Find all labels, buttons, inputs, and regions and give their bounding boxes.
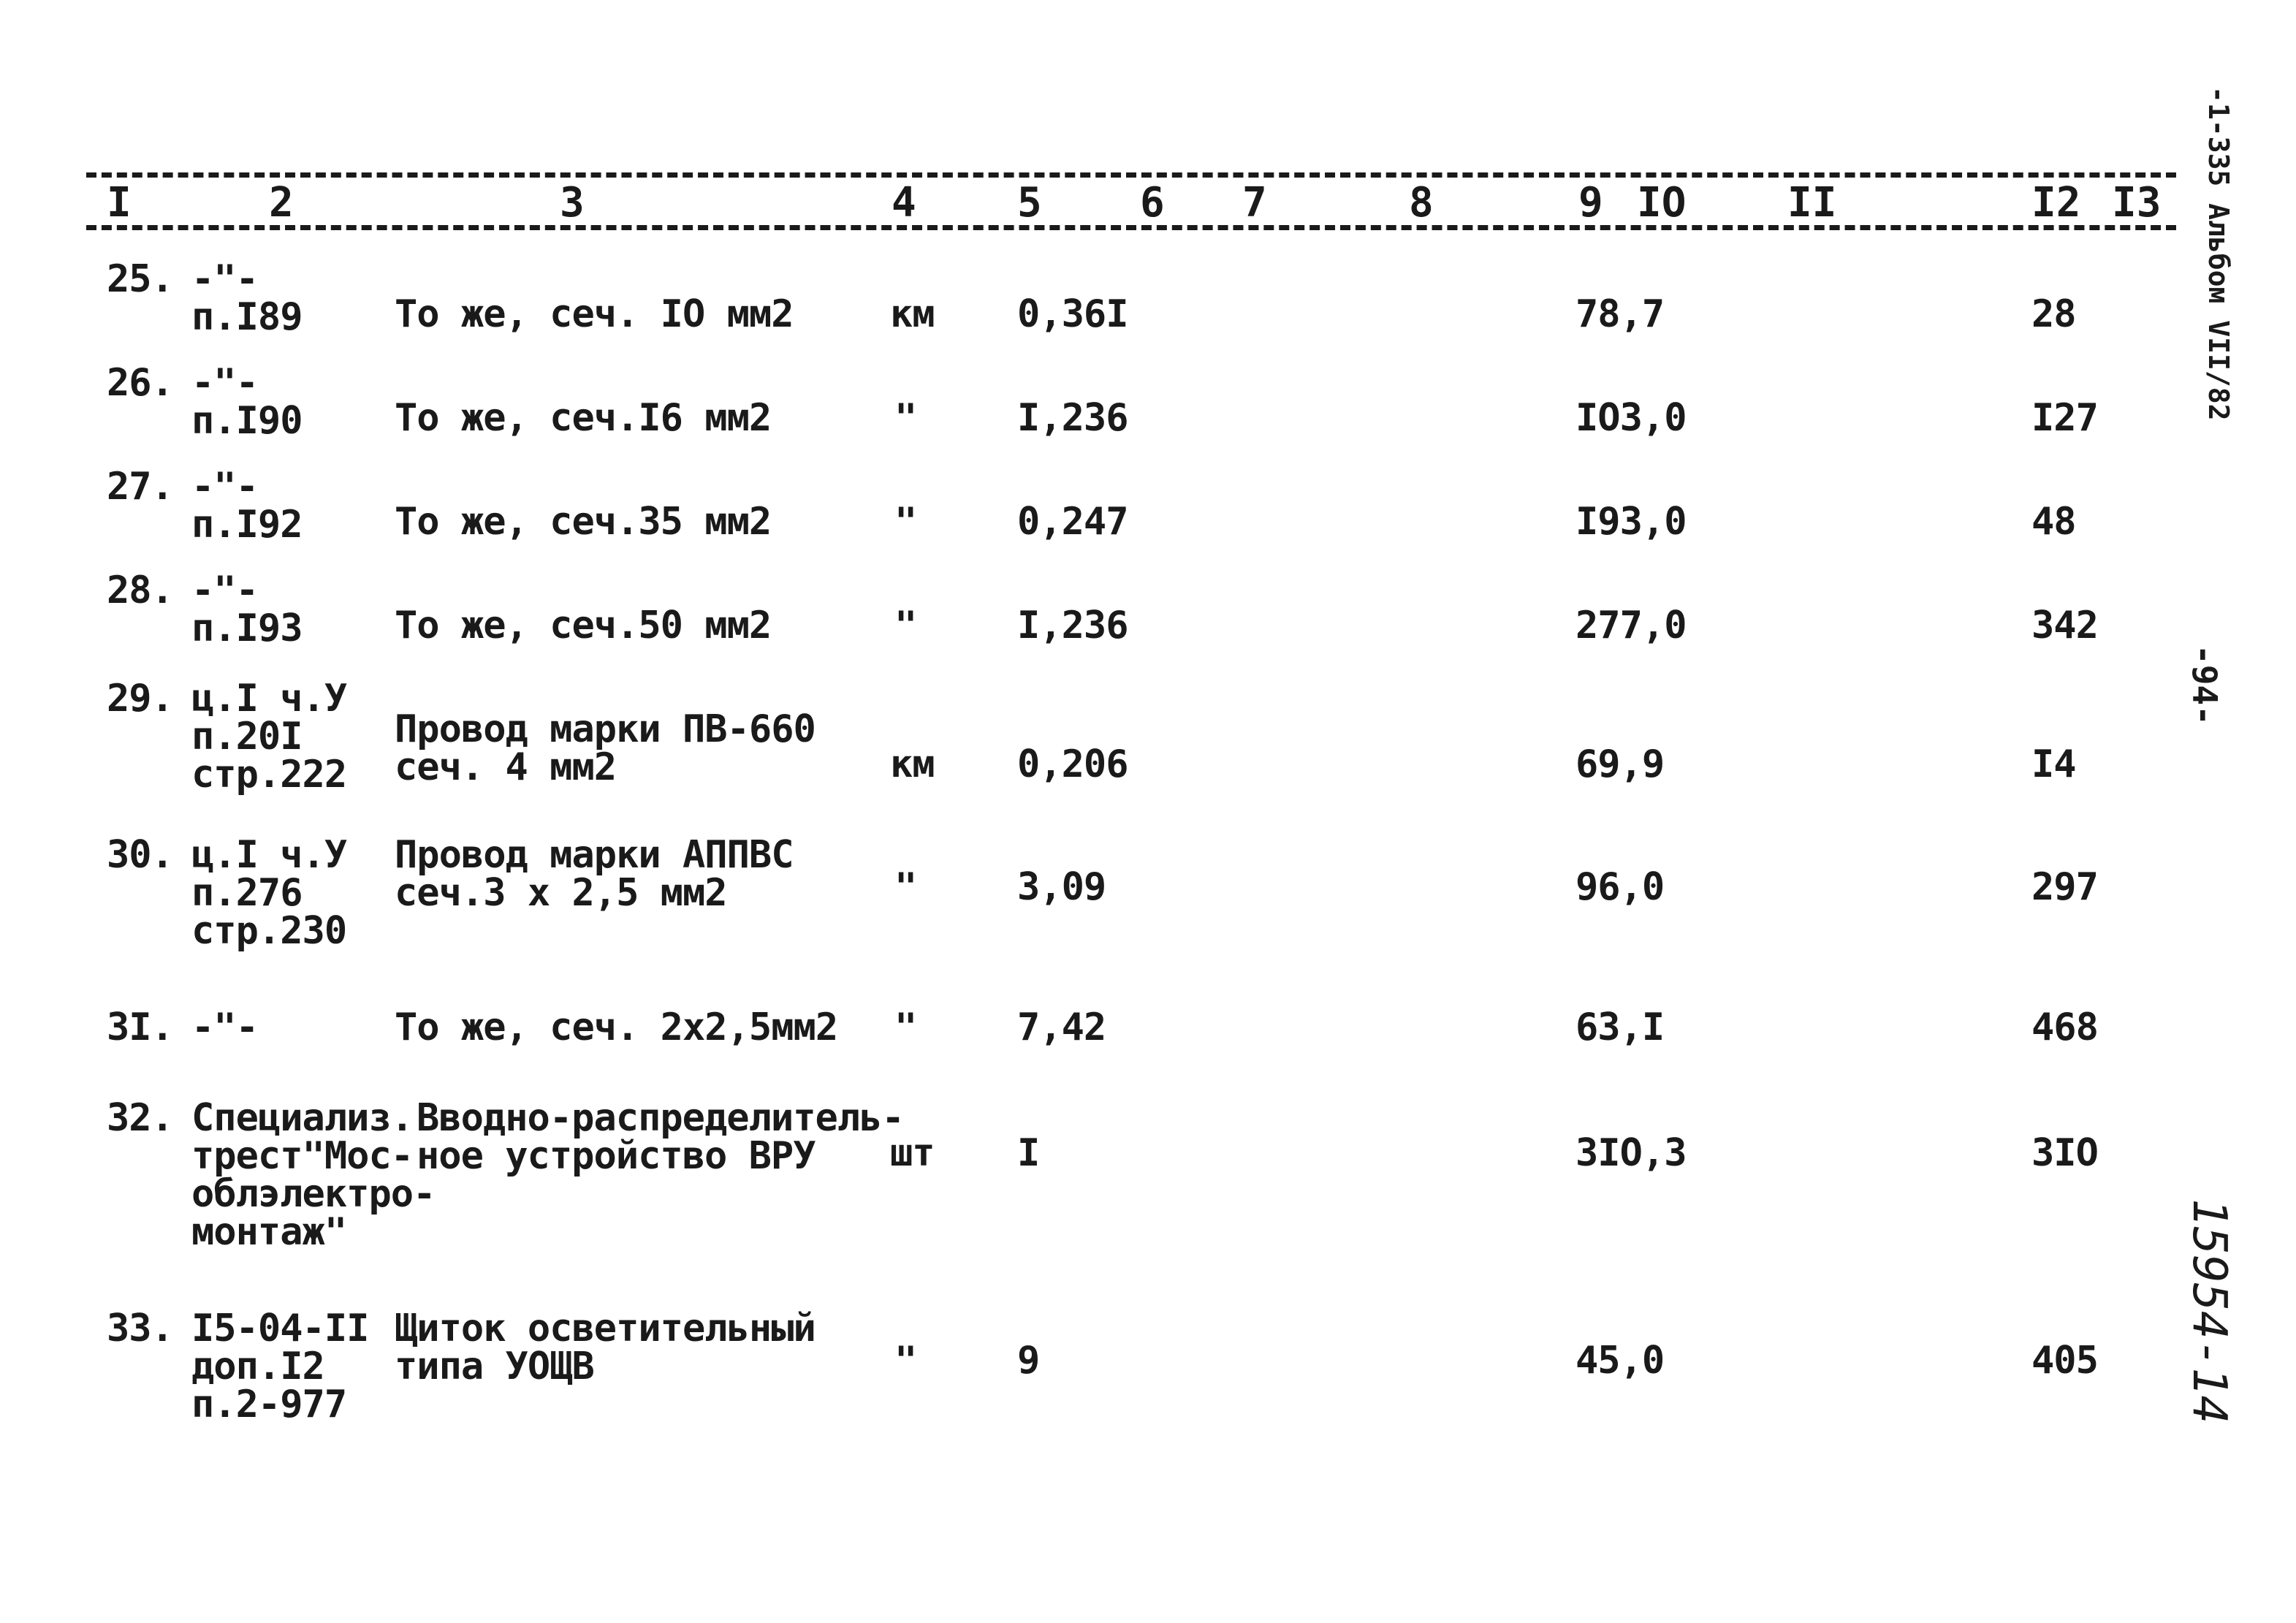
row-quantity: I,236 (1017, 396, 1128, 440)
row-number: 29. (107, 677, 173, 721)
column-header-2: 2 (269, 179, 294, 227)
row-number: 3I. (107, 1006, 173, 1049)
row-price: 69,9 (1575, 742, 1665, 786)
row-name: То же, сеч.I6 мм2 (395, 396, 772, 440)
row-reference: -"- (191, 1006, 258, 1049)
column-header-3: 3 (560, 179, 585, 227)
column-header-10: IO (1637, 179, 1687, 227)
row-price: 3IO,3 (1575, 1131, 1687, 1175)
row-number: 28. (107, 569, 173, 612)
header-top-rule (86, 172, 2176, 178)
row-total: 297 (2031, 865, 2098, 909)
column-header-1: I (107, 179, 132, 227)
row-number: 33. (107, 1307, 173, 1350)
row-number: 27. (107, 465, 173, 509)
row-price: 277,0 (1575, 604, 1687, 647)
row-reference: -"- п.I93 (191, 569, 303, 650)
row-unit: " (894, 1339, 917, 1383)
row-quantity: 0,206 (1017, 742, 1128, 786)
row-unit: " (894, 396, 917, 440)
row-total: 342 (2031, 604, 2098, 647)
column-header-7: 7 (1242, 179, 1267, 227)
row-total: 28 (2031, 292, 2076, 336)
row-quantity: 7,42 (1017, 1006, 1106, 1049)
row-name: Вводно-распределитель- ное устройство ВРУ (417, 1096, 904, 1178)
row-total: 468 (2031, 1006, 2098, 1049)
row-total: I27 (2031, 396, 2098, 440)
row-unit: " (894, 865, 917, 909)
row-name: Провод марки ПВ-660 сеч. 4 мм2 (395, 707, 816, 789)
row-unit: " (894, 1006, 917, 1049)
column-header-12: I2 (2031, 179, 2081, 227)
column-header-9: 9 (1578, 179, 1603, 227)
row-name: Провод марки АППВС сеч.3 х 2,5 мм2 (395, 833, 794, 915)
row-unit: шт (890, 1131, 935, 1175)
document-code-margin-note: -1-335 Альбом VII/82 (2202, 86, 2235, 421)
row-name: То же, сеч. IO мм2 (395, 292, 794, 336)
column-header-6: 6 (1140, 179, 1165, 227)
row-unit: км (890, 292, 935, 336)
column-header-8: 8 (1409, 179, 1434, 227)
row-reference: Специализ. трест"Мос- облэлектро- монтаж" (191, 1096, 436, 1254)
row-reference: -"- п.I90 (191, 361, 303, 443)
row-price: IO3,0 (1575, 396, 1687, 440)
row-unit: км (890, 742, 935, 786)
column-header-11: II (1787, 179, 1837, 227)
column-header-5: 5 (1017, 179, 1042, 227)
row-reference: ц.I ч.У п.276 стр.230 (191, 833, 347, 953)
row-reference: ц.I ч.У п.20I стр.222 (191, 677, 347, 797)
row-reference: I5-04-II доп.I2 п.2-977 (191, 1307, 369, 1426)
row-number: 25. (107, 257, 173, 301)
row-name: То же, сеч. 2х2,5мм2 (395, 1006, 838, 1049)
row-price: 96,0 (1575, 865, 1665, 909)
row-quantity: I,236 (1017, 604, 1128, 647)
column-header-13: I3 (2112, 179, 2162, 227)
row-unit: " (894, 500, 917, 544)
row-unit: " (894, 604, 917, 647)
row-quantity: 0,36I (1017, 292, 1128, 336)
row-total: 405 (2031, 1339, 2098, 1383)
row-quantity: 3,09 (1017, 865, 1106, 909)
sheet-number: 15954-14 (2182, 1198, 2236, 1424)
row-name: Щиток осветительный типа УОЩВ (395, 1307, 816, 1388)
header-bottom-rule (86, 225, 2176, 230)
row-number: 30. (107, 833, 173, 877)
row-total: 3IO (2031, 1131, 2098, 1175)
row-total: I4 (2031, 742, 2076, 786)
row-quantity: 0,247 (1017, 500, 1128, 544)
row-number: 32. (107, 1096, 173, 1140)
row-reference: -"- п.I89 (191, 257, 303, 339)
row-total: 48 (2031, 500, 2076, 544)
row-reference: -"- п.I92 (191, 465, 303, 547)
row-name: То же, сеч.35 мм2 (395, 500, 772, 544)
row-price: 78,7 (1575, 292, 1665, 336)
row-name: То же, сеч.50 мм2 (395, 604, 772, 647)
row-price: 63,I (1575, 1006, 1665, 1049)
row-price: I93,0 (1575, 500, 1687, 544)
row-quantity: 9 (1017, 1339, 1040, 1383)
row-quantity: I (1017, 1131, 1040, 1175)
row-number: 26. (107, 361, 173, 405)
column-header-4: 4 (892, 179, 916, 227)
row-price: 45,0 (1575, 1339, 1665, 1383)
page-number: -94- (2185, 645, 2224, 726)
